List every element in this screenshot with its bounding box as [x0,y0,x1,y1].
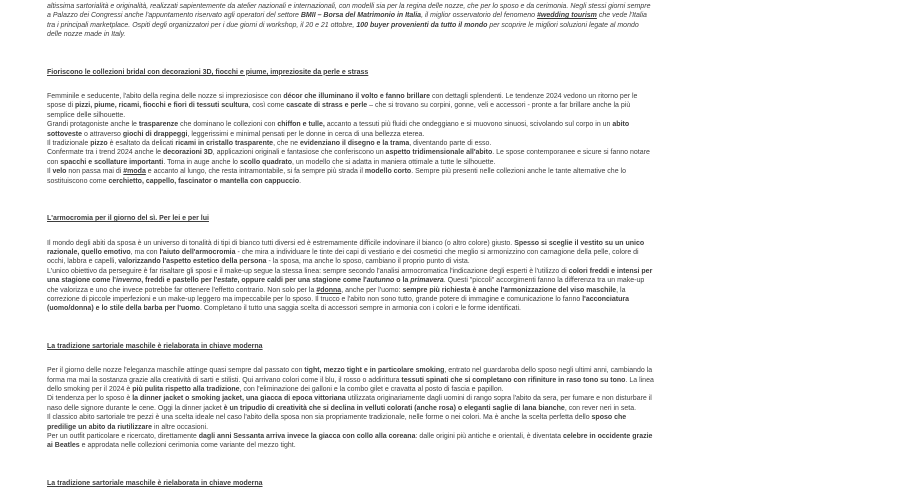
text-run: tight, mezzo tight e in particolare smoking [304,367,445,375]
text-run: Per un outfit particolare e ricercato, direttamente [47,433,199,440]
paragraph-line [47,267,654,314]
text-run: con dettagli splendenti. Le tendenze 2024 vedono un ritorno per le spose di [47,93,638,110]
text-run: colori freddi e intensi per una stagione come l' [47,267,653,285]
article-paragraph [47,92,654,186]
text-run: Di tendenza per lo sposo è [47,395,133,403]
paragraph-line [47,366,654,394]
text-run: pizzo [90,140,108,148]
text-run: , diventando parte di esso. [409,140,492,148]
text-run: l'aiuto dell'armocromia [159,248,236,256]
text-run: non passa mai di [66,168,124,176]
text-run: valorizzando l'aspetto estetico della persona [118,258,267,266]
text-run: Il tradizionale [47,140,91,148]
paragraph-line [47,432,654,451]
text-run: , così come [248,102,287,110]
text-run: . Completano il tutto una saggia scelta di accessori sempre in armonia con i colori e le forme identificati. [199,305,521,313]
text-run: . La linea dello smoking per il 2024 è [47,376,654,393]
section-heading: La tradizione sartoriale maschile è rielaborata in chiave moderna [47,479,263,487]
text-run: , leggerissimi e minimal pensati per le donne in cerca di una bellezza eterea. [187,130,425,138]
text-run: BMII – Borsa del Matrimonio in Italia [300,12,422,20]
text-run: , il miglior osservatorio del fenomeno [421,12,538,20]
text-run: velo [52,168,67,176]
text-run: o la [394,277,411,285]
paragraph-line [47,413,654,432]
text-run: , con rever neri in seta. [564,404,637,412]
text-run: l'acconciatura (uomo/donna) e lo stile della barba per l'uomo [47,295,629,313]
hashtag-link[interactable]: #wedding tourism [537,12,597,20]
text-run: autunno [366,277,395,285]
text-run: abito sottoveste [47,121,630,138]
article-paragraph [47,239,654,314]
paragraph-line [47,167,654,186]
paragraph-line [47,139,654,148]
text-run: , entrato nel guardaroba dello sposo negli ultimi anni, cambiando la forma ma mai la sostanza grazie alla creatività di sarti e stilisti. Qui arrivano colori come il blu, il rosso o addirittura [47,367,653,384]
text-run: celebre in occidente grazie ai Beatles [47,433,653,450]
text-run: pizzi, piume, ricami, fiocchi e fiori di tessuti scultura [75,102,249,110]
text-run: 100 buyer provenienti da tutto il mondo [356,21,488,29]
text-run: scollo quadrato [239,158,292,166]
text-run: , che ne [273,140,300,148]
text-run: giochi di drappeggi [122,130,188,138]
text-run: modello corto [364,168,412,176]
text-run: - che mira a individuare le tinte dei capi di vestiario e dei cosmetici che meglio si armonizzino con carnagione della pelle, colore di occhi, labbra e capelli, [47,248,639,266]
text-run: . Le spose contemporanee e sicure si fanno notare con [47,149,650,166]
text-run: cascate di strass e perle [286,102,368,110]
text-run: , con l'eliminazione dei galloni e la combo gilet e cravatta al posto di fascia e papillon. [239,385,504,393]
text-run: Il mondo degli abiti da sposa è un universo di tonalità di tipi di bianco tutti diversi ed è estremamente difficile indovinare il bianco (o altro colore) giusto. [47,239,515,247]
paragraph-line [47,394,654,413]
text-run: . Sempre più presenti nelle collezioni anche le tante alternative che lo sostituiscono come [47,168,626,185]
text-run: la dinner jacket o smoking jacket, una giacca di epoca vittoriana [132,395,346,403]
text-run: , anche per l'uomo: [341,286,403,294]
text-run: accanto a tessuti più fluidi che ondeggiano e si muovono sinuosi, scivolando sul corpo in un [324,121,613,129]
text-run: L'unico obiettivo da perseguire è far risaltare gli sposi e il make-up segue la stessa linea: sempre secondo l'analisi armocromatica l'indicazione degli esperti è l'utilizzo di [47,267,569,275]
section-heading: L'armocromia per il giorno del sì. Per lei e per lui [47,215,209,223]
hashtag-link[interactable]: #donna [316,286,342,294]
text-run: sposo che predilige un abito da riutilizzare [47,414,627,431]
text-run: primavera [410,277,444,285]
text-run: . Torna in auge anche lo [163,158,240,166]
paragraph-line [47,92,654,120]
text-run: sempre più richiesta è anche l'armonizzazione del viso maschile [402,286,617,294]
text-run: utilizzata originariamente dagli uomini di rango sopra l'abito da sera, per fumare e non disturbare il naso delle signore durante le cene. Oggi la dinner jacket [47,395,652,412]
text-run: Grandi protagoniste anche le [47,121,139,129]
text-run: che vede l'Italia tra i principali marketplace. Ospiti degli organizzatori per i due giorni di workshop, il 20 e 21 ottobre, [47,12,647,29]
text-run: Femminile e seducente, l'abito della regina delle nozze si impreziosisce con [47,93,284,101]
text-run: inverno [115,277,142,285]
text-run: altissima sartorialità e originalità, realizzati sapientemente da atelier nazionali e internazionali, con modelli sia per la regina delle nozze, che per lo sposo e da cerimonia. Negli stessi giorni sempre a Palazzo dei Congressi anche l'appuntamento riservato agli operatori del settore [47,3,651,20]
paragraph-line [47,2,654,40]
text-run: trasparenze [138,121,179,129]
text-run: , la correzione di piccole imperfezioni e un make-up leggero ma impeccabile per lo sposo. Il trucco e l'abito non sono tutto, grande potere di immagine e comunicazione lo fanno [47,286,626,303]
text-run: e accanto al lungo, che resta intramontabile, si fa sempre più strada il [145,168,365,176]
text-run: – che si trovano su corpini, gonne, veli e accessori - pronte a far brillare anche la più semplice delle silhouette. [47,102,631,119]
text-run: più pulita rispetto alla tradizione [132,385,240,393]
article [47,2,654,503]
text-run: dagli anni Sessanta arriva invece la giacca con collo alla coreana [198,433,416,440]
paragraph-line [47,148,654,167]
text-run: : dalle origini più antiche e orientali, è diventata [415,433,563,440]
text-run: , freddi e pastello per l' [141,277,218,285]
section-heading: Fioriscono le collezioni bridal con decorazioni 3D, fiocchi e piume, impreziosite da perle e strass [47,68,369,76]
text-run: - la sposa, ma anche lo sposo, cambiano il proprio punto di vista. [266,258,470,266]
text-run: decorazioni 3D [162,149,213,157]
text-run: cerchietto, cappello, fascinator o mantella con cappuccio [108,177,300,185]
text-run: Spesso si sceglie il vestito su un unico razionale, quello emotivo [47,239,645,256]
text-run: décor che illuminano il volto e fanno brillare [283,93,430,101]
text-run: e approdata nelle collezioni cerimonia come variante del mezzo tight. [79,442,296,450]
text-run: per scoprire le migliori soluzioni legate al mondo delle nozze made in Italy. [47,21,639,39]
text-run: tessuti spinati che si completano con rifiniture in raso tono su tono [401,376,626,384]
text-run: o attraverso [82,130,123,138]
section-heading: La tradizione sartoriale maschile è rielaborata in chiave moderna [47,342,263,350]
text-run: estate [217,277,238,285]
paragraph-line [47,239,654,267]
text-run: è un tripudio di creatività che si declina in velluti colorati (anche rosa) o eleganti saglie di lana bianche [223,404,565,412]
text-run: è esaltato da delicati [107,140,176,148]
text-run: Il [47,168,53,176]
text-run: , applicazioni originali e fantasiose che conferiscono un [212,149,386,157]
paragraph-line [47,120,654,139]
text-run: . Questi "piccoli" accorgimenti fanno la differenza tra un make-up che valorizza e uno che invece potrebbe far ottenere l'effetto contrario. Non solo per la [47,277,645,294]
text-run: che dominano le collezioni con [178,121,278,129]
text-run: , ma con [130,248,160,256]
text-run: Il classico abito sartoriale tre pezzi è una scelta ideale nel caso l'abito della sposa non sia propriamente tradizionale, nelle forme o nei colori. Ma è anche la scelta perfetta dello [47,414,592,422]
text-run: chiffon e tulle, [277,121,325,129]
text-run: ricami in cristallo trasparente [175,140,274,148]
article-paragraph [47,366,654,451]
text-run: in altre occasioni. [152,423,209,431]
text-run: , un modello che si adatta in maniera ottimale a tutte le silhouette. [292,158,496,166]
text-run: Confermate tra i trend 2024 anche le [47,149,163,157]
hashtag-link[interactable]: #moda [123,168,146,176]
text-run: spacchi e scollature importanti [60,158,164,166]
text-run: Per il giorno delle nozze l'eleganza maschile attinge quasi sempre dal passato con [47,367,305,375]
text-run: aspetto tridimensionale all'abito [385,149,493,157]
text-run: , oppure caldi per una stagione come l' [237,277,367,285]
text-run: evidenziano il disegno e la trama [299,140,410,148]
text-run: . [299,177,302,185]
article-paragraph [47,2,654,40]
